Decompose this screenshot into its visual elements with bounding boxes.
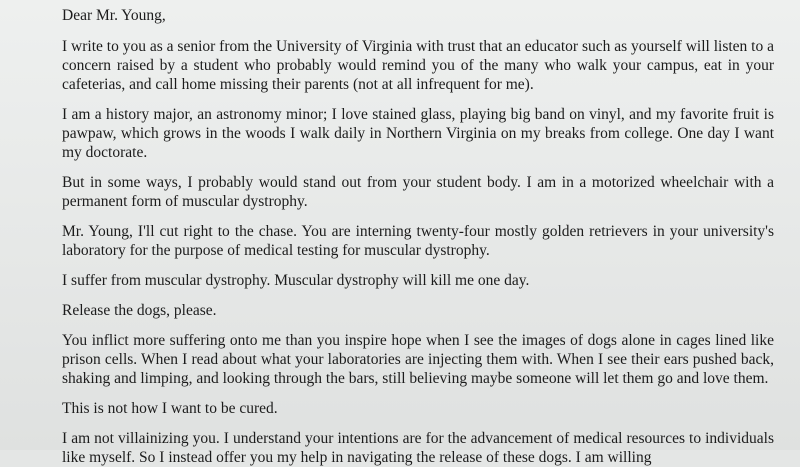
paragraph-2: I am a history major, an astronomy minor; I love stained glass, playing big band on vinyl, and my favorite fruit is pawpaw, which grows in the woods I walk daily in Northern Virginia on my breaks from college. One day I want my doctorate.	[62, 106, 774, 161]
paragraph-6: Release the dogs, please.	[62, 302, 217, 319]
paragraph-9: I am not villainizing you. I understand your intentions are for the advancement of medical resources to individuals like myself. So I instead offer you my help in navigating the release of these dogs. I am willing	[62, 430, 774, 466]
paragraph-8: This is not how I want to be cured.	[62, 400, 278, 417]
paragraph-1: I write to you as a senior from the University of Virginia with trust that an educator such as yourself will listen to a concern raised by a student who probably would remind you of the many who walk your campus, eat in your cafeterias, and call home missing their parents (not at all infrequent for me).	[62, 38, 774, 93]
paragraph-3: But in some ways, I probably would stand out from your student body. I am in a motorized wheelchair with a permanent form of muscular dystrophy.	[62, 174, 774, 210]
paragraph-4: Mr. Young, I'll cut right to the chase. You are interning twenty-four mostly golden retrievers in your university's laboratory for the purpose of medical testing for muscular dystrophy.	[62, 223, 774, 259]
paragraph-5: I suffer from muscular dystrophy. Muscular dystrophy will kill me one day.	[62, 272, 530, 289]
paragraph-7: You inflict more suffering onto me than you inspire hope when I see the images of dogs alone in cages lined like prison cells. When I read about what your laboratories are injecting them with. When I see their ears pushed back, shaking and limping, and looking through the bars, still believing maybe someone will let them go and love them.	[62, 332, 774, 387]
salutation: Dear Mr. Young,	[62, 7, 166, 24]
